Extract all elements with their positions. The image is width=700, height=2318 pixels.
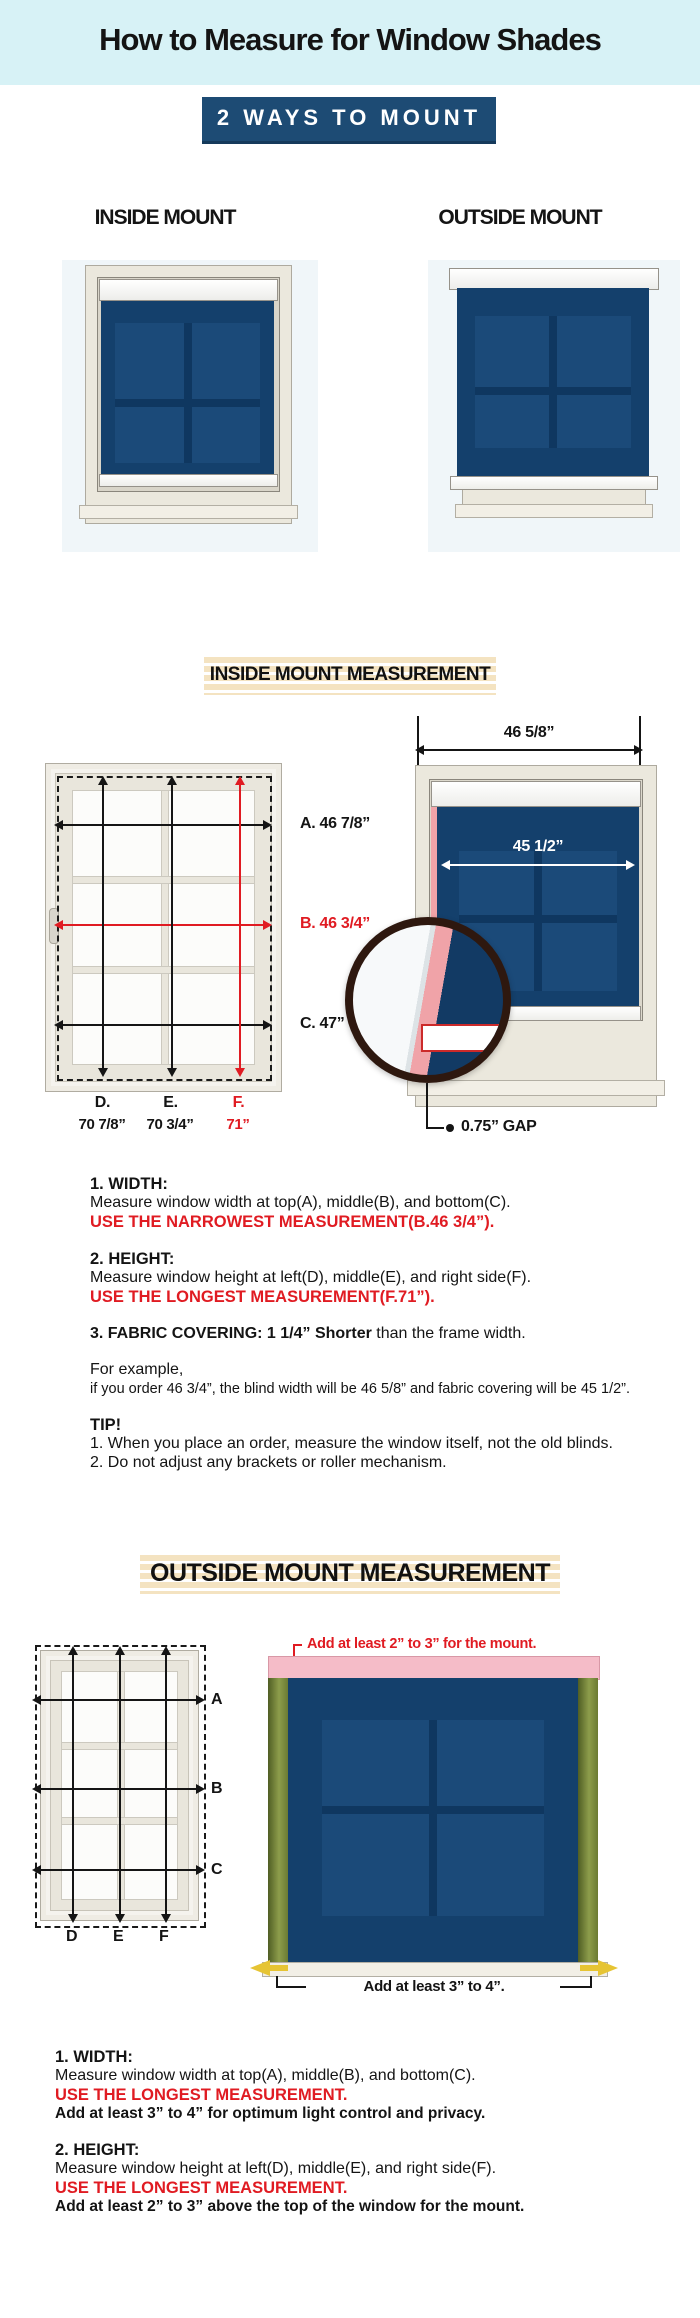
outside-height-text: Measure window height at left(D), middle(E), and right side(F). — [55, 2160, 497, 2177]
arrow-outside-height-d — [72, 1654, 74, 1915]
shade-roller-bar — [431, 781, 641, 807]
fabric-line-rest: than the frame width. — [371, 1325, 526, 1342]
page-title: How to Measure for Window Shades — [99, 22, 601, 57]
arrow-outside-height-f — [165, 1654, 167, 1915]
mount-banner-label: 2 WAYS TO MOUNT — [216, 105, 482, 130]
label-height-e-value: 70 3/4” — [146, 1116, 194, 1133]
arrow-height-e — [171, 784, 173, 1069]
inside-width-text: Measure window width at top(A), middle(B), and bottom(C). — [90, 1194, 511, 1211]
outside-measurement-heading: OUTSIDE MOUNT MEASUREMENT — [150, 1559, 550, 1587]
outside-window-sill — [455, 504, 653, 518]
mount-banner — [202, 97, 496, 144]
example-intro: For example, — [90, 1361, 184, 1378]
label-width-a: A. 46 7/8” — [300, 815, 370, 832]
fabric-line-bold: 3. FABRIC COVERING: 1 1/4” Shorter — [90, 1325, 372, 1342]
measure-tick-left — [417, 716, 419, 765]
label-height-e-letter: E. — [163, 1094, 178, 1111]
extend-arrow-right-tail — [580, 1965, 598, 1971]
label-fabric-width: 45 1/2” — [512, 838, 564, 855]
outside-measurement-band — [140, 1552, 560, 1594]
arrow-width-b — [62, 924, 264, 926]
label-outside-c: C — [211, 1861, 223, 1878]
side-extension-left — [268, 1678, 288, 1964]
tip-line-2: 2. Do not adjust any brackets or roller mechanism. — [90, 1454, 447, 1471]
arrow-blind-width — [423, 749, 635, 751]
label-outside-b: B — [211, 1780, 223, 1797]
gap-connector-horizontal — [426, 1127, 444, 1129]
inside-roller-bar — [99, 279, 278, 301]
outside-shade-bottom-rail — [450, 476, 658, 490]
inside-height-text: Measure window height at left(D), middle(E), and right side(F). — [90, 1269, 532, 1286]
magnifier-circle — [345, 917, 511, 1083]
outside-height-rule: USE THE LONGEST MEASUREMENT. — [55, 2179, 348, 2197]
label-blind-width: 46 5/8” — [503, 724, 555, 741]
outside-height-title: 2. HEIGHT: — [55, 2141, 140, 2159]
inside-width-title: 1. WIDTH: — [90, 1175, 168, 1193]
outside-mount-heading: OUTSIDE MOUNT — [438, 206, 602, 229]
inside-width-rule: USE THE NARROWEST MEASUREMENT(B.46 3/4”). — [90, 1213, 495, 1231]
pane-muntin-horizontal — [115, 399, 260, 407]
arrow-width-a — [62, 824, 264, 826]
arrow-width-c — [62, 1024, 264, 1026]
magnified-bottom-rail — [421, 1024, 506, 1052]
label-outside-f: F — [159, 1928, 169, 1945]
outside-bottom-note: Add at least 3” to 4”. — [363, 1978, 505, 1995]
outside-window-pane — [475, 316, 631, 448]
arrow-outside-height-e — [119, 1654, 121, 1915]
pane-muntin-vertical — [549, 316, 557, 448]
outside-shade-sill — [262, 1962, 608, 1977]
mount-note-connector-h — [293, 1644, 302, 1646]
tip-line-1: 1. When you place an order, measure the window itself, not the old blinds. — [90, 1435, 613, 1452]
outside-width-add: Add at least 3” to 4” for optimum light control and privacy. — [55, 2105, 486, 2122]
label-outside-d: D — [66, 1928, 78, 1945]
inside-window-sill — [79, 505, 298, 519]
gap-connector-vertical — [426, 1083, 428, 1129]
pane-muntin-horizontal — [459, 915, 617, 923]
extend-arrow-right-icon — [598, 1960, 618, 1976]
label-height-f-value: 71” — [226, 1116, 250, 1133]
label-gap: 0.75” GAP — [461, 1118, 537, 1135]
outside-width-text: Measure window width at top(A), middle(B), and bottom(C). — [55, 2067, 476, 2084]
arrow-height-f — [239, 784, 241, 1069]
outside-top-note: Add at least 2” to 3” for the mount. — [307, 1636, 537, 1652]
bottom-note-connector-right-v — [590, 1976, 592, 1988]
inside-fabric-line — [90, 1325, 526, 1343]
inside-height-title: 2. HEIGHT: — [90, 1250, 175, 1268]
extend-arrow-left-tail — [270, 1965, 288, 1971]
outside-height-add: Add at least 2” to 3” above the top of the window for the mount. — [55, 2198, 525, 2215]
measure-tick-right — [639, 716, 641, 765]
inside-window-pane — [115, 323, 260, 463]
example-text: if you order 46 3/4”, the blind width will be 46 5/8” and fabric covering will be 45 1/2”. — [90, 1381, 631, 1397]
label-outside-e: E — [113, 1928, 124, 1945]
label-width-b: B. 46 3/4” — [300, 915, 370, 932]
inside-measurement-heading: INSIDE MOUNT MEASUREMENT — [209, 664, 491, 685]
inside-shade-bottom-rail — [99, 474, 278, 487]
label-height-d-letter: D. — [94, 1094, 111, 1111]
arrow-fabric-width — [449, 864, 627, 866]
label-height-d-value: 70 7/8” — [78, 1116, 126, 1133]
shade-window-sill — [407, 1080, 665, 1096]
pane-muntin-horizontal — [322, 1806, 544, 1814]
label-outside-a: A — [211, 1691, 223, 1708]
label-width-c: C. 47” — [300, 1015, 345, 1032]
mount-area-strip — [268, 1656, 600, 1680]
arrow-height-d — [102, 784, 104, 1069]
extend-arrow-left-icon — [250, 1960, 270, 1976]
pane-muntin-horizontal — [475, 387, 631, 395]
inside-mount-heading: INSIDE MOUNT — [94, 206, 236, 229]
outside-width-rule: USE THE LONGEST MEASUREMENT. — [55, 2086, 348, 2104]
outside-roller-bar — [449, 268, 659, 290]
tip-title: TIP! — [90, 1416, 122, 1434]
inside-height-rule: USE THE LONGEST MEASUREMENT(F.71”). — [90, 1288, 435, 1306]
gap-connector-dot — [446, 1124, 454, 1132]
inside-measurement-band — [204, 654, 496, 695]
label-height-f-letter: F. — [232, 1094, 245, 1111]
side-extension-right — [578, 1678, 598, 1964]
outside-width-title: 1. WIDTH: — [55, 2048, 133, 2066]
pane-muntin-vertical — [429, 1720, 437, 1916]
pane-muntin-vertical — [184, 323, 192, 463]
outside-shade-pane — [322, 1720, 544, 1916]
